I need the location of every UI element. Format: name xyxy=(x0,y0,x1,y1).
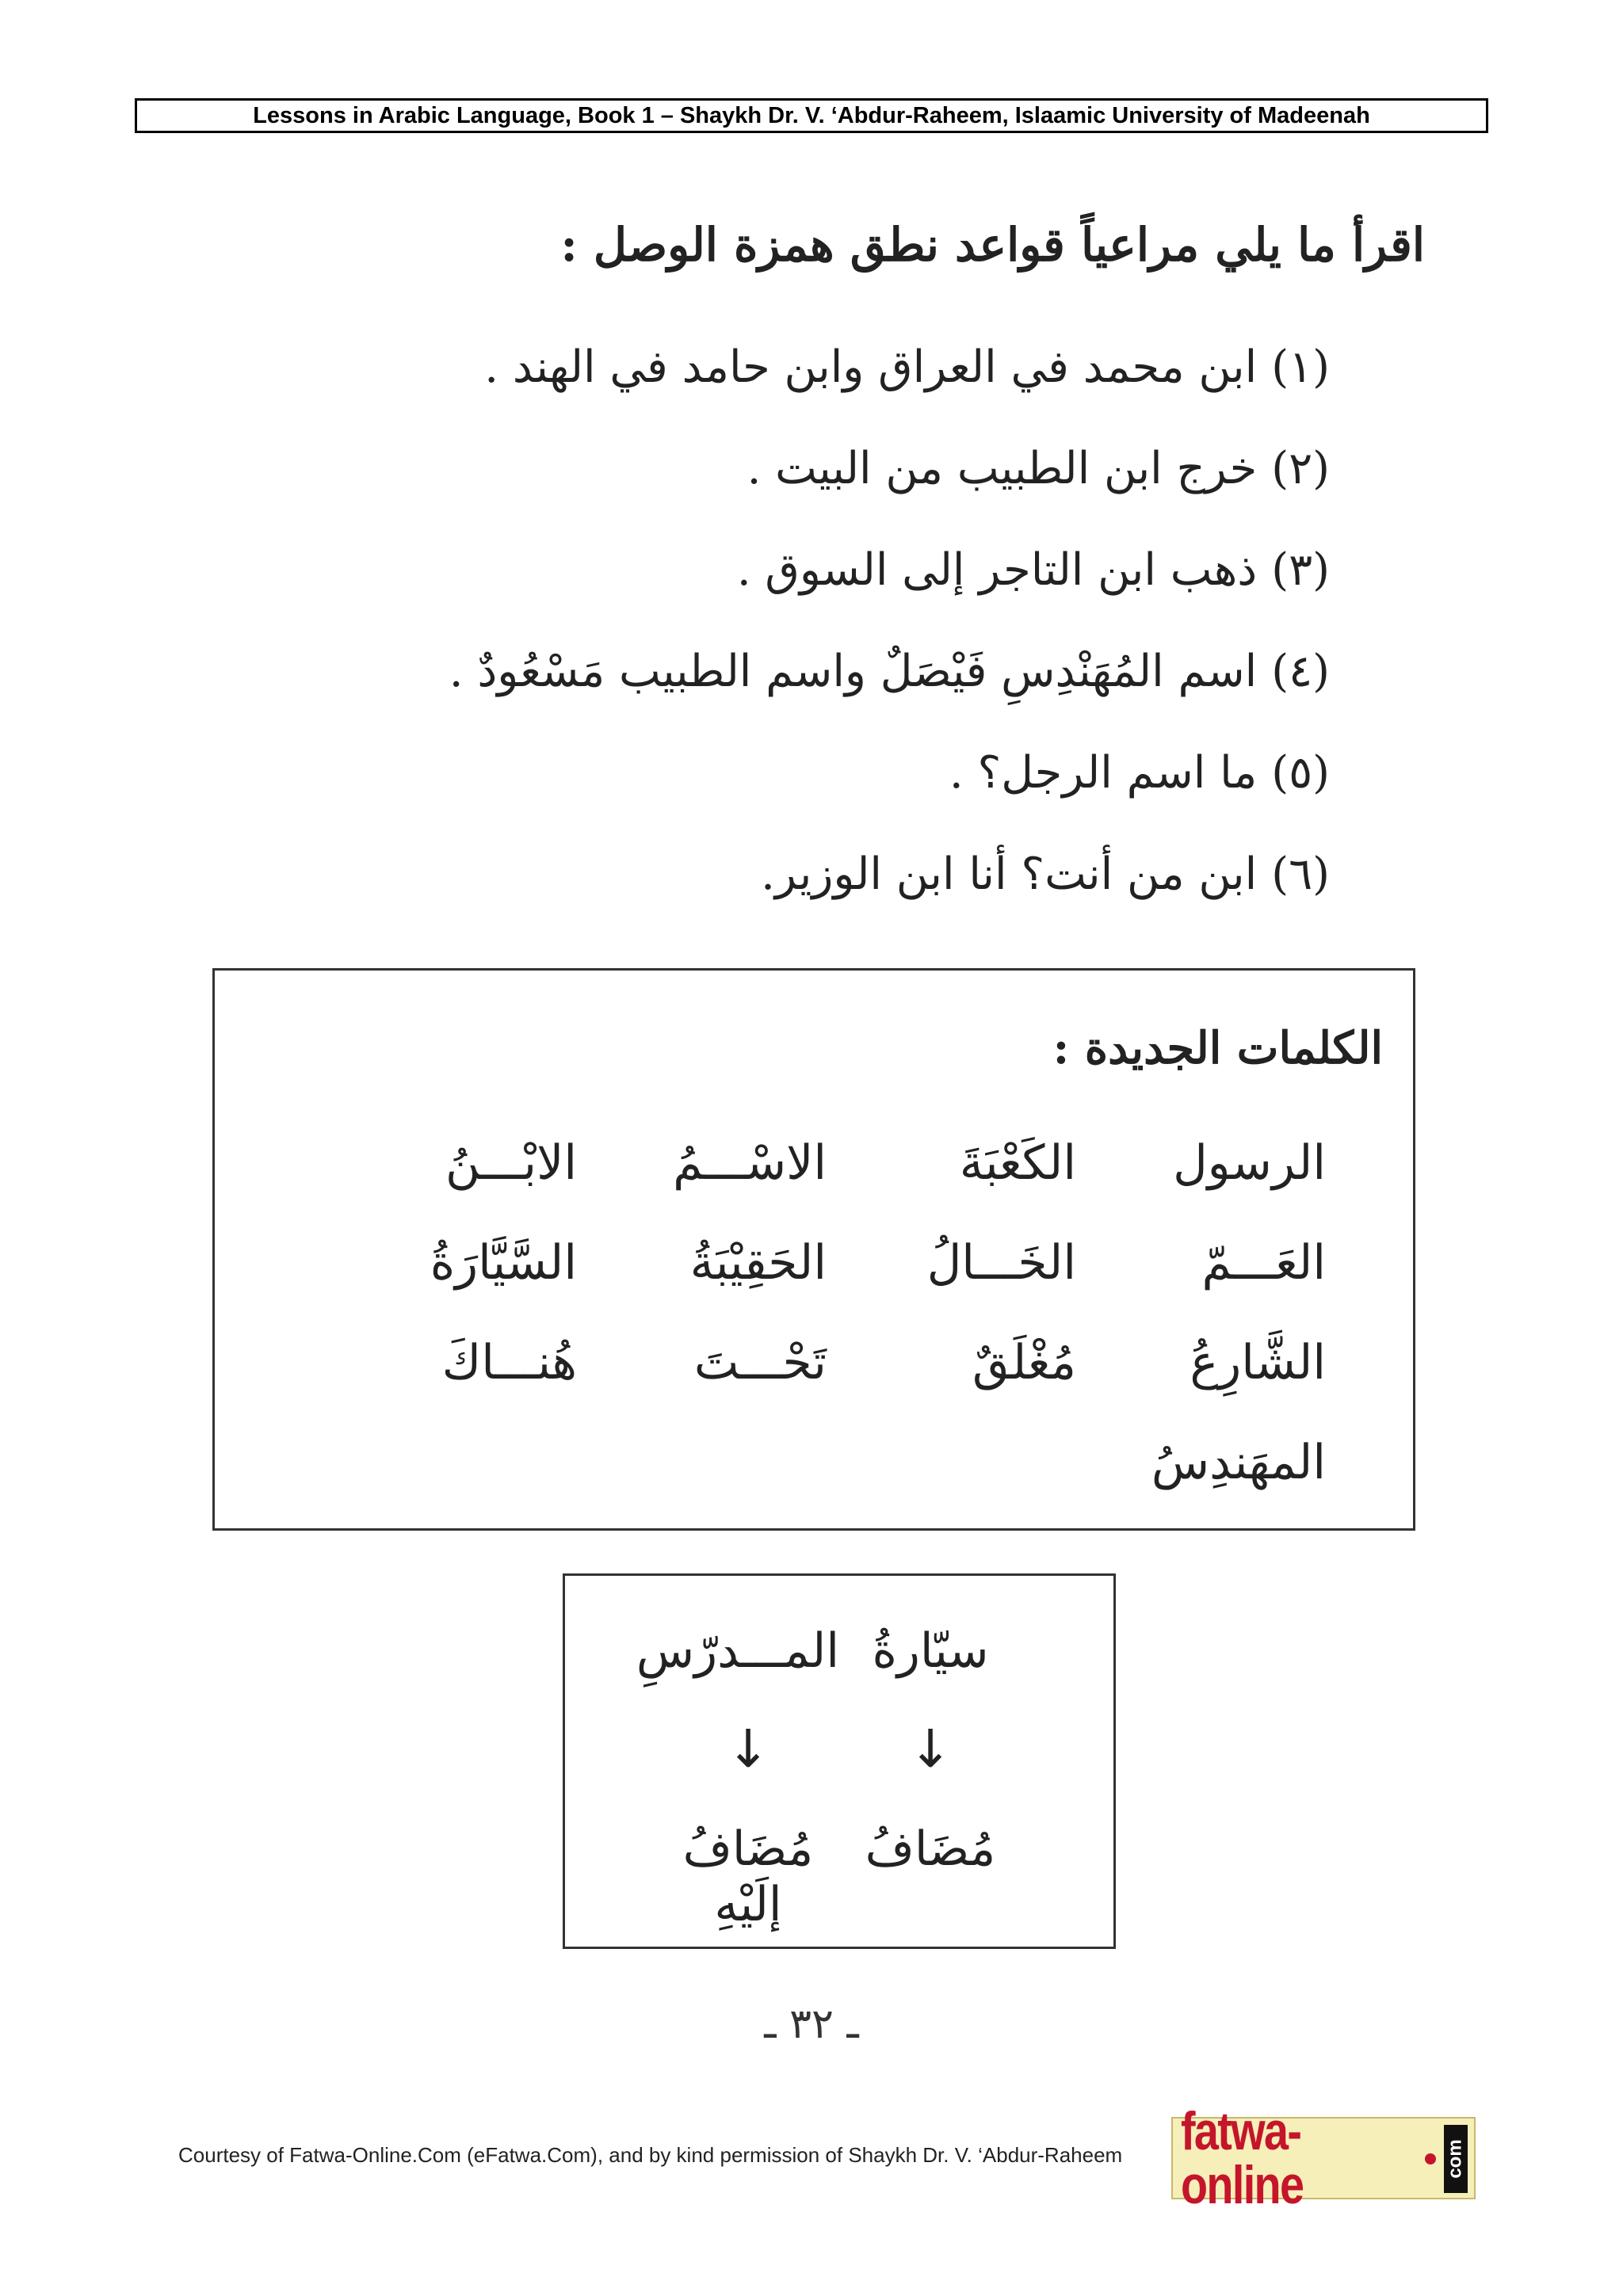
idafa-first-word: سيّارةُ xyxy=(872,1623,989,1679)
idafa-diagram-box xyxy=(563,1573,1116,1949)
exercise-text: خرج ابن الطبيب من البيت . xyxy=(747,443,1258,494)
exercise-item xyxy=(220,317,1330,418)
vocabulary-word: تَحْـــتَ xyxy=(693,1335,827,1390)
arrow-down-icon: ↓ xyxy=(726,1718,770,1779)
exercise-title: اقرأ ما يلي مراعياً قواعد نطق همزة الوصل : xyxy=(560,218,1425,272)
idafa-second-word: المـــدرّسِ xyxy=(636,1623,839,1679)
logo-dot-icon xyxy=(1425,2153,1436,2164)
vocabulary-word: الحَقِيْبَةُ xyxy=(689,1235,827,1291)
logo-suffix-badge xyxy=(1444,2125,1468,2193)
footer-credit: Courtesy of Fatwa-Online.Com (eFatwa.Com), and by kind permission of Shaykh Dr. V. ‘Abdur-Raheem xyxy=(178,2143,1123,2167)
logo-suffix: com xyxy=(1445,2139,1467,2179)
vocabulary-word: الرسول xyxy=(1173,1135,1326,1191)
idafa-words-row xyxy=(565,1623,1113,1679)
vocabulary-word: المهَندِسُ xyxy=(1151,1435,1326,1490)
vocabulary-word: السَّيَّارَةُ xyxy=(430,1235,577,1291)
exercise-item xyxy=(220,520,1330,621)
vocabulary-grid xyxy=(327,1113,1326,1512)
vocabulary-word: الشَّارِعُ xyxy=(1190,1335,1326,1390)
exercise-text: ما اسم الرجل؟ . xyxy=(949,747,1258,799)
exercise-number: (٢) xyxy=(1271,443,1330,494)
vocabulary-word: الابْـــنُ xyxy=(445,1135,577,1191)
exercise-item xyxy=(220,824,1330,925)
vocabulary-word: الاسْـــمُ xyxy=(673,1135,827,1191)
vocabulary-word: العَـــمّ xyxy=(1201,1235,1326,1291)
exercise-text: ابن محمد في العراق وابن حامد في الهند . xyxy=(484,341,1258,393)
vocabulary-word: الكَعْبَةَ xyxy=(959,1135,1076,1191)
arrow-down-icon: ↓ xyxy=(908,1718,953,1779)
logo-text: fatwa-online xyxy=(1181,2101,1304,2215)
exercise-text: ذهب ابن التاجر إلى السوق . xyxy=(736,544,1258,596)
vocabulary-word: مُغْلَقٌ xyxy=(972,1335,1076,1390)
vocabulary-word: هُنـــاكَ xyxy=(441,1335,577,1390)
exercise-number: (٣) xyxy=(1271,544,1330,596)
exercise-list xyxy=(220,317,1330,925)
exercise-number: (٤) xyxy=(1271,646,1330,697)
idafa-labels-row xyxy=(565,1821,1113,1932)
idafa-first-label: مُضَافُ xyxy=(865,1821,996,1877)
exercise-text: اسم المُهَنْدِسِ فَيْصَلٌ واسم الطبيب مَسْعُودٌ . xyxy=(449,646,1258,697)
vocabulary-word: الخَـــالُ xyxy=(926,1235,1076,1291)
exercise-number: (١) xyxy=(1271,341,1330,393)
exercise-item xyxy=(220,723,1330,824)
idafa-second-label: مُضَافُ إلَيْهِ xyxy=(682,1821,814,1932)
header-title: Lessons in Arabic Language, Book 1 – Shaykh Dr. V. ‘Abdur-Raheem, Islaamic University of Madeenah xyxy=(253,102,1370,128)
page-header xyxy=(135,98,1488,133)
exercise-number: (٦) xyxy=(1271,849,1330,900)
exercise-number: (٥) xyxy=(1271,747,1330,799)
exercise-item xyxy=(220,418,1330,520)
exercise-item xyxy=(220,621,1330,723)
exercise-text: ابن من أنت؟ أنا ابن الوزير. xyxy=(761,849,1258,900)
fatwa-online-logo[interactable] xyxy=(1171,2101,1476,2215)
idafa-arrows-row xyxy=(565,1718,1113,1779)
vocabulary-box xyxy=(212,968,1415,1531)
vocabulary-title: الكلمات الجديدة : xyxy=(1052,1022,1383,1074)
page-number: ـ ٣٢ ـ xyxy=(764,2000,859,2048)
